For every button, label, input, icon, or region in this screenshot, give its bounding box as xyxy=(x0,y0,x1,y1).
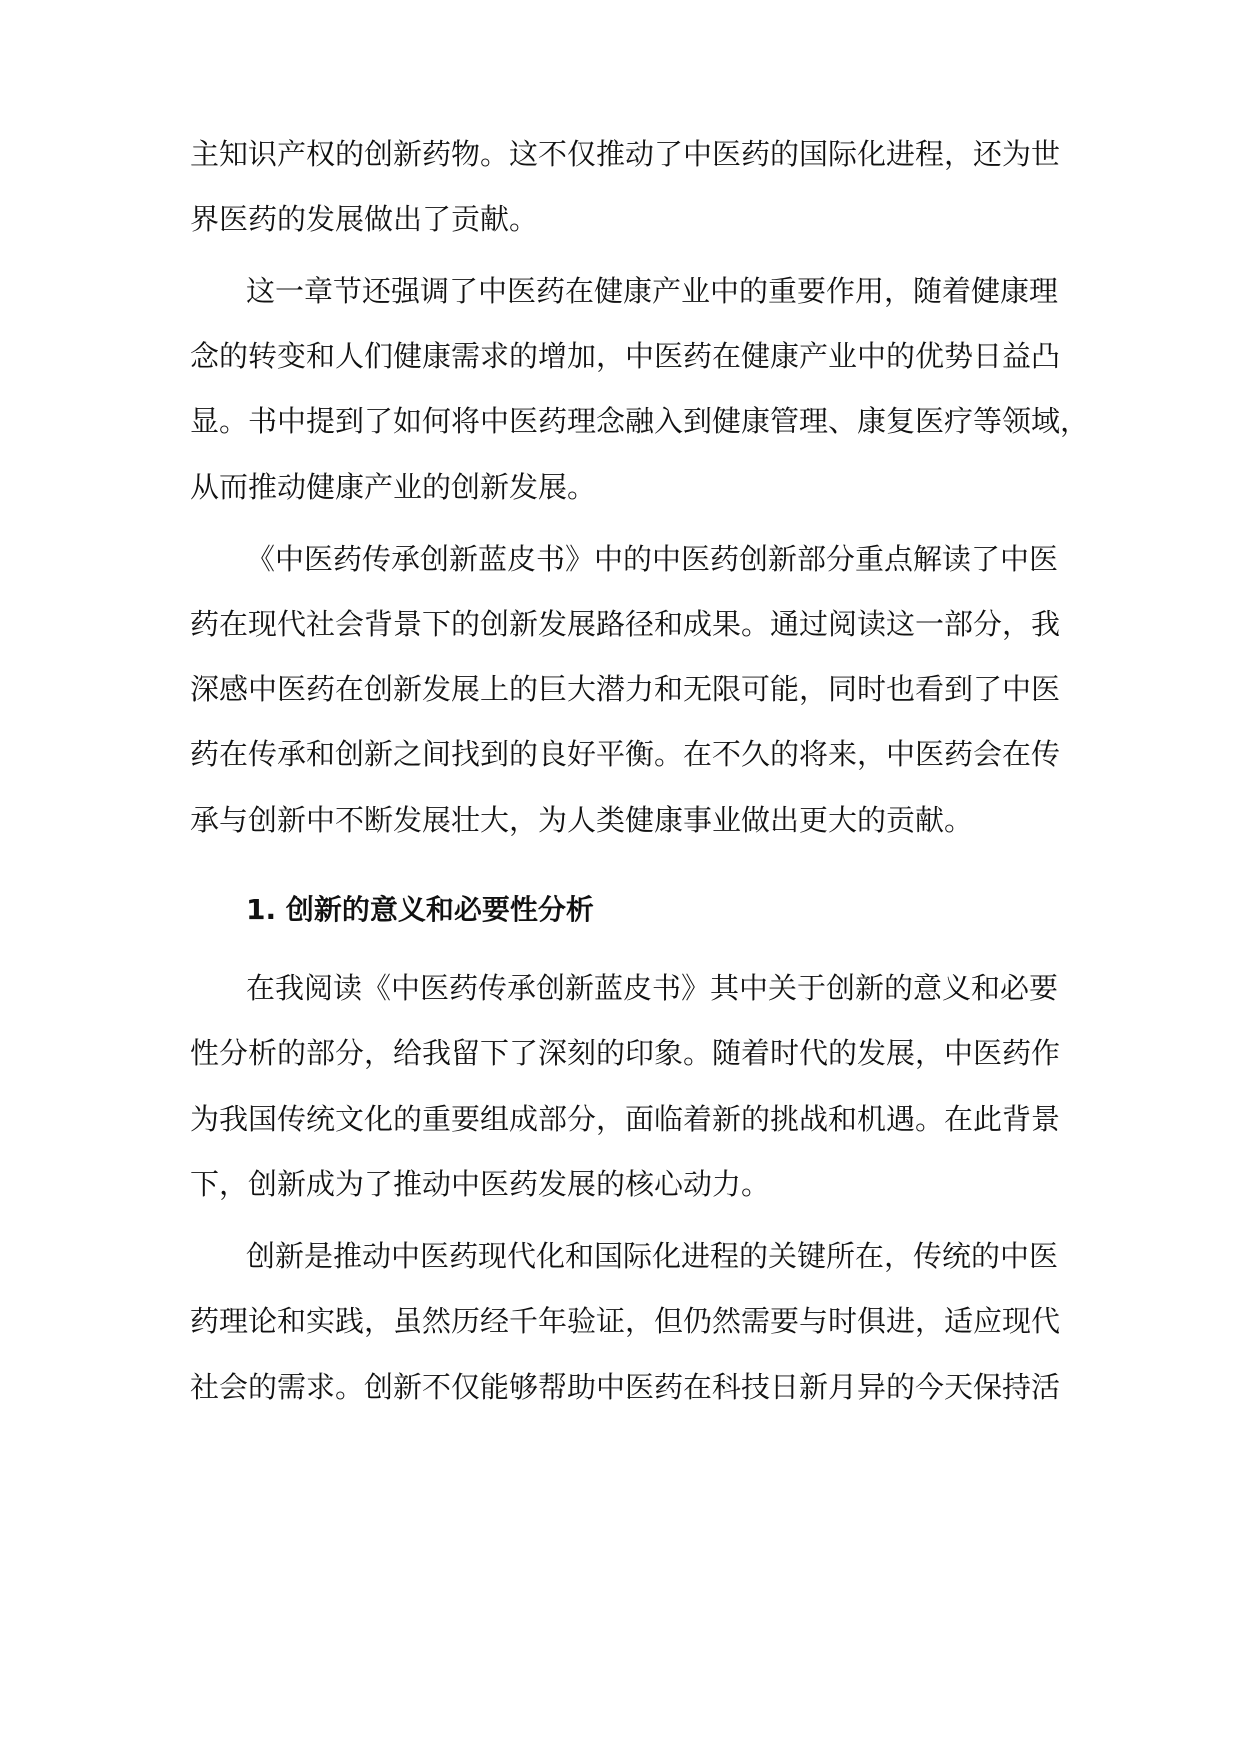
text-line: 性分析的部分，给我留下了深刻的印象。随着时代的发展，中医药作 xyxy=(190,1036,1061,1070)
text-line: 《中医药传承创新蓝皮书》中的中医药创新部分重点解读了中医 xyxy=(246,542,1059,576)
text-line: 显。书中提到了如何将中医药理念融入到健康管理、康复医疗等领域， xyxy=(190,404,1090,438)
text-line: 念的转变和人们健康需求的增加，中医药在健康产业中的优势日益凸 xyxy=(190,339,1061,373)
text-line: 深感中医药在创新发展上的巨大潜力和无限可能，同时也看到了中医 xyxy=(190,672,1061,706)
text-line: 这一章节还强调了中医药在健康产业中的重要作用，随着健康理 xyxy=(246,274,1059,308)
text-line: 药在传承和创新之间找到的良好平衡。在不久的将来，中医药会在传 xyxy=(190,737,1061,771)
text-line: 社会的需求。创新不仅能够帮助中医药在科技日新月异的今天保持活 xyxy=(190,1370,1061,1404)
text-line: 创新是推动中医药现代化和国际化进程的关键所在，传统的中医 xyxy=(246,1239,1059,1273)
text-line: 从而推动健康产业的创新发展。 xyxy=(190,470,597,504)
text-line: 在我阅读《中医药传承创新蓝皮书》其中关于创新的意义和必要 xyxy=(246,971,1059,1005)
text-line: 为我国传统文化的重要组成部分，面临着新的挑战和机遇。在此背景 xyxy=(190,1102,1061,1136)
text-line: 承与创新中不断发展壮大，为人类健康事业做出更大的贡献。 xyxy=(190,803,974,837)
section-heading: 1. 创新的意义和必要性分析 xyxy=(246,893,594,926)
text-line: 下，创新成为了推动中医药发展的核心动力。 xyxy=(190,1167,771,1201)
text-line: 主知识产权的创新药物。这不仅推动了中医药的国际化进程，还为世 xyxy=(190,137,1061,171)
text-line: 药在现代社会背景下的创新发展路径和成果。通过阅读这一部分，我 xyxy=(190,607,1061,641)
text-line: 界医药的发展做出了贡献。 xyxy=(190,202,539,236)
text-line: 药理论和实践，虽然历经千年验证，但仍然需要与时俱进，适应现代 xyxy=(190,1304,1061,1338)
